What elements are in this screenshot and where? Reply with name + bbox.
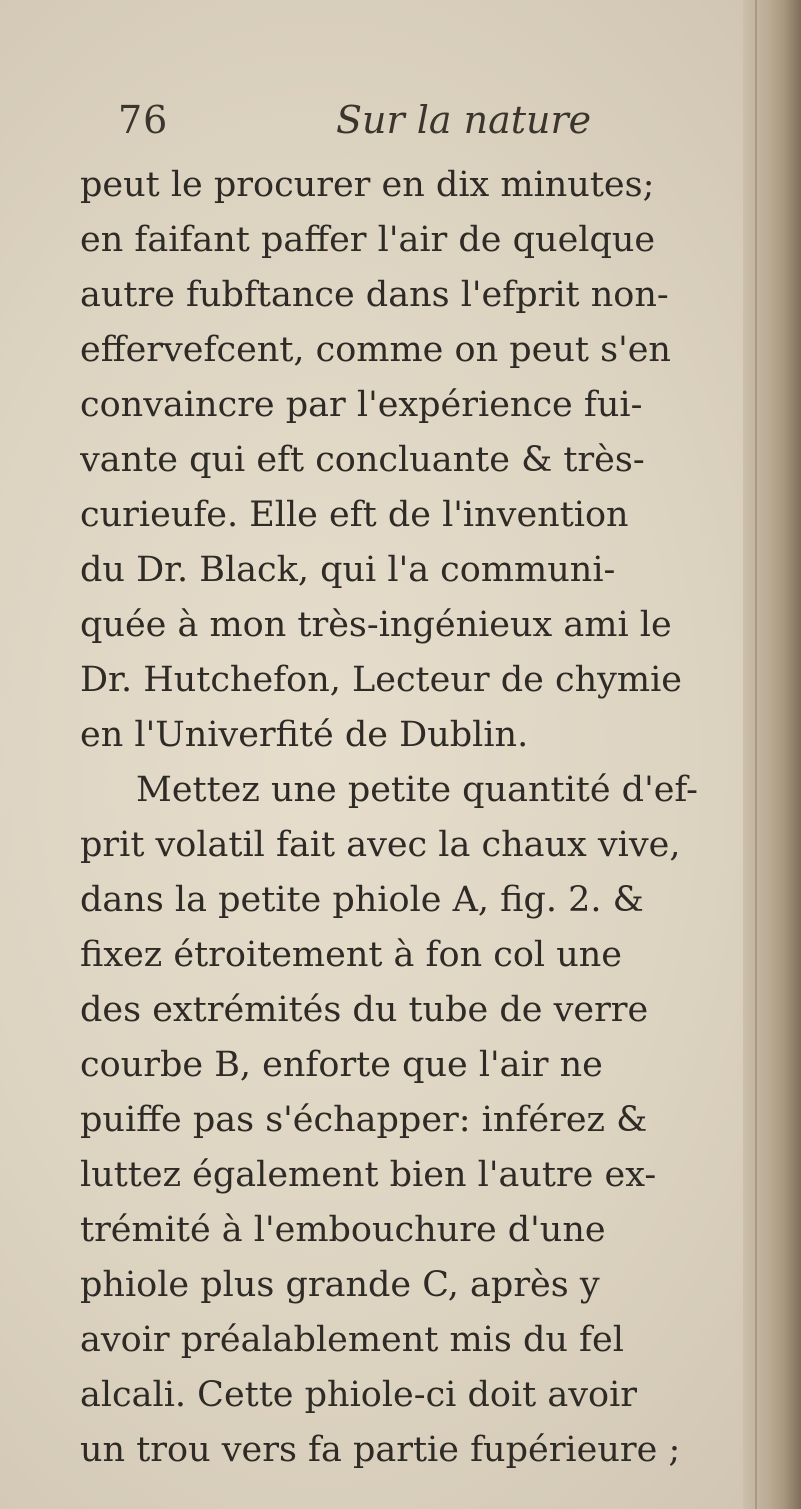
text-line: du Dr. Black, qui l'a communi- xyxy=(80,550,616,590)
text-line: trémité à l'embouchure d'une xyxy=(80,1210,606,1250)
page-header xyxy=(118,98,738,146)
text-line: un trou vers fa partie fupérieure ; xyxy=(80,1430,681,1470)
text-line: convaincre par l'expérience fui- xyxy=(80,385,643,425)
text-line: curieufe. Elle eft de l'invention xyxy=(80,495,629,535)
text-line: avoir préalablement mis du fel xyxy=(80,1320,624,1360)
text-line: effervefcent, comme on peut s'en xyxy=(80,330,671,370)
text-line: puiffe pas s'échapper: inférez & xyxy=(80,1100,648,1140)
text-line: des extrémités du tube de verre xyxy=(80,990,649,1030)
text-line: en faifant paffer l'air de quelque xyxy=(80,220,656,260)
text-line: luttez également bien l'autre ex- xyxy=(80,1155,657,1195)
body-text xyxy=(80,158,752,1478)
text-line: Dr. Hutchefon, Lecteur de chymie xyxy=(80,660,682,700)
text-line: en l'Univerfité de Dublin. xyxy=(80,715,529,755)
page-gutter-edge xyxy=(755,0,757,1509)
text-line: autre fubftance dans l'efprit non- xyxy=(80,275,669,315)
text-line: courbe B, enforte que l'air ne xyxy=(80,1045,603,1085)
text-line: peut le procurer en dix minutes; xyxy=(80,165,655,205)
text-line: quée à mon très-ingénieux ami le xyxy=(80,605,672,645)
text-line: alcali. Cette phiole-ci doit avoir xyxy=(80,1375,637,1415)
text-line: prit volatil fait avec la chaux vive, xyxy=(80,825,681,865)
text-line: vante qui eft concluante & très- xyxy=(80,440,645,480)
page-number: 76 xyxy=(118,98,169,142)
text-line: dans la petite phiole A, fig. 2. & xyxy=(80,880,644,920)
paragraph-start-line: Mettez une petite quantité d'ef- xyxy=(136,770,698,810)
text-line: phiole plus grande C, après y xyxy=(80,1265,600,1305)
running-title: Sur la nature xyxy=(336,98,592,142)
text-line: fixez étroitement à fon col une xyxy=(80,935,623,975)
